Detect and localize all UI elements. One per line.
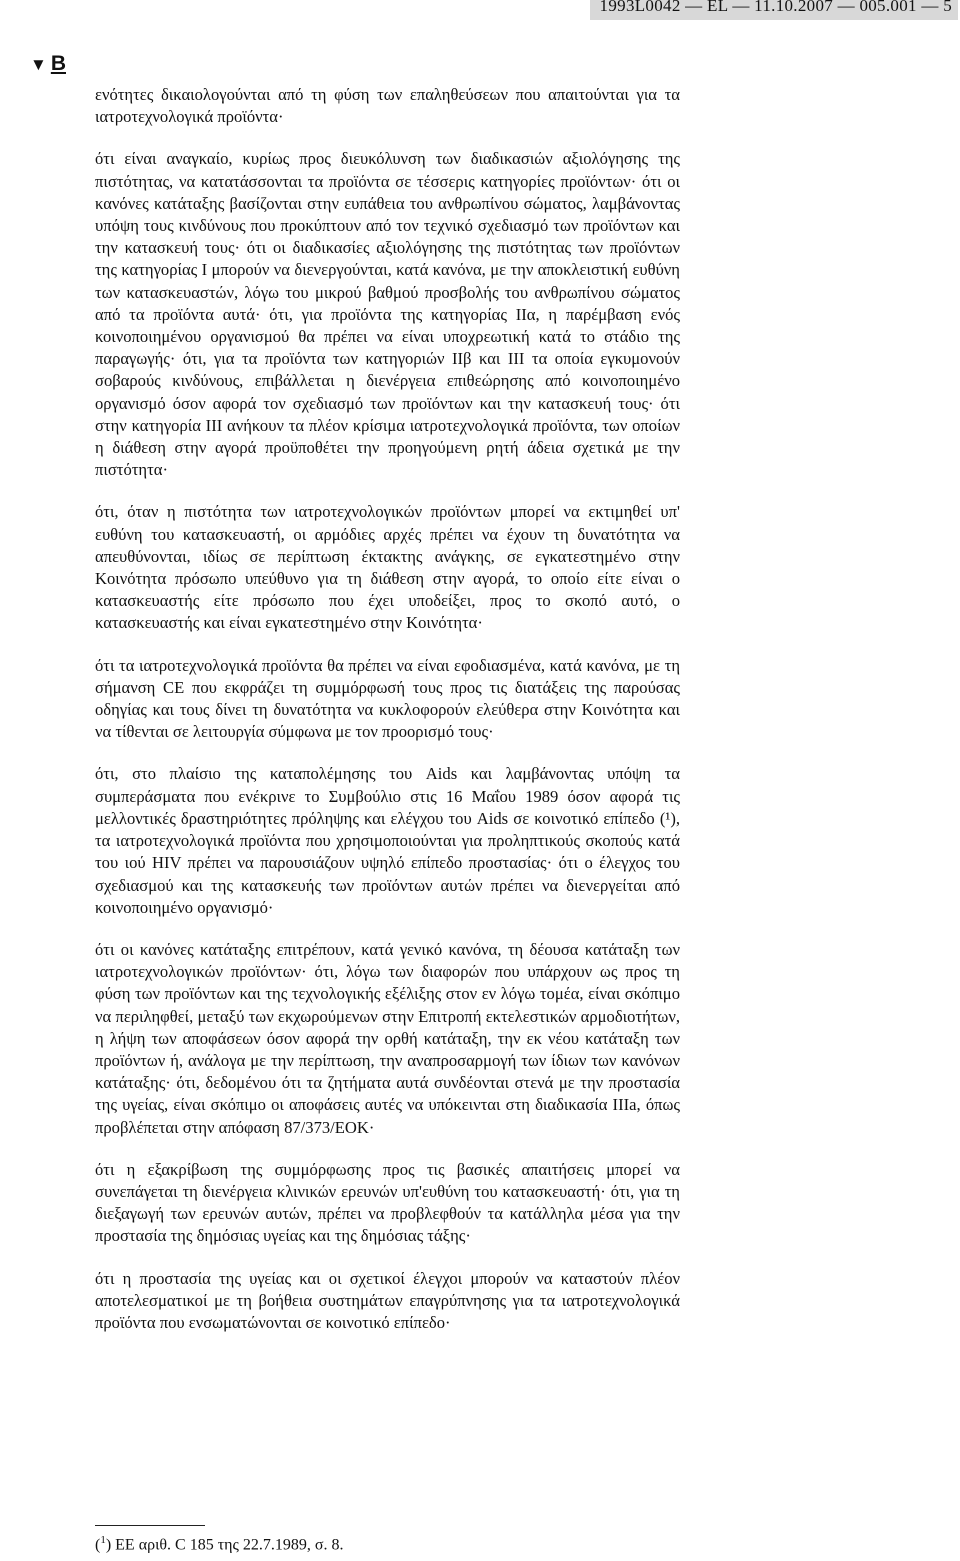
document-reference: 1993L0042 — EL — 11.10.2007 — 005.001 — 5 xyxy=(590,0,958,20)
footnote: ($^1$) ΕΕ αριθ. C 185 της 22.7.1989, σ. 8. xyxy=(95,1534,344,1554)
page-header xyxy=(0,0,960,24)
amendment-marker xyxy=(30,52,66,76)
recital-paragraph: ότι οι κανόνες κατάταξης επιτρέπουν, κατά γενικό κανόνα, τη δέουσα κατάταξη των ιατροτεχνολογικών προϊόντων· ότι, λόγω των διαφορών που υπάρχουν ως προς τη φύση των προϊόντων και της τεχνολογικής εξέλιξης στον εν λόγω τομέα, είναι σκόπιμο να περιληφθεί, μεταξύ των εκχωρούμενων στην Επιτροπή εκτελεστικών αρμοδιοτήτων, η λήψη των αποφάσεων όσον αφορά την ορθή κατάταξη, την εκ νέου κατάταξη των προϊόντων ή, ανάλογα με την περίπτωση, την αναπροσαρμογή των ίδιων των κανόνων κατάταξης· ότι, δεδομένου ότι τα ζητήματα αυτά συνδέονται στενά με την προστασία της υγείας, είναι σκόπιμο οι αποφάσεις αυτές να υπόκεινται στη διαδικασία IIIa, όπως προβλέπεται στην απόφαση 87/373/ΕΟΚ· xyxy=(95,939,680,1137)
recital-paragraph: ότι η εξακρίβωση της συμμόρφωσης προς τις βασικές απαιτήσεις μπορεί να συνεπάγεται τη διενέργεια κλινικών ερευνών υπ'ευθύνη του κατασκευαστή· ότι, για τη διεξαγωγή των ερευνών αυτών, πρέπει να προβλεφθούν τα κατάλληλα μέσα για την προστασία της δημόσιας υγείας και της δημόσιας τάξης· xyxy=(95,1159,680,1246)
recital-paragraph: ότι είναι αναγκαίο, κυρίως προς διευκόλυνση των διαδικασιών αξιολόγησης της πιστότητας, να κατατάσσονται τα προϊόντα σε τέσσερις κατηγορίες προϊόντων· ότι οι κανόνες κατάταξης βασίζονται στην ευπάθεια του ανθρωπίνου σώματος, λαμβάνοντας υπόψη τους κινδύνους που προκύπτουν από τον τεχνικό σχεδιασμό των προϊόντων και την κατασκευή τους· ότι οι διαδικασίες αξιολόγησης της πιστότητας των προϊόντων της κατηγορίας I μπορούν να διενεργούνται, κατά κανόνα, με την αποκλειστική ευθύνη των κατασκευαστών, λόγω του μικρού βαθμού προσβολής του ανθρωπίνου σώματος από τα προϊόντα αυτά· ότι, για προϊόντα της κατηγορίας IIα, η παρέμβαση ενός κοινοποιημένου οργανισμού θα πρέπει να είναι υποχρεωτική κατά το στάδιο της παραγωγής· ότι, για τα προϊόντα των κατηγοριών IIβ και III τα οποία εγκυμονούν σοβαρούς κινδύνους, επιβάλλεται η διενέργεια επιθεώρησης από κοινοποιημένο οργανισμό όσον αφορά τον σχεδιασμό των προϊόντων και την κατασκευή τους· ότι στην κατηγορία III ανήκουν τα πλέον κρίσιμα ιατροτεχνολογικά προϊόντα, των οποίων η διάθεση στην αγορά προϋποθέτει την προηγούμενη ρητή άδεια σχετικά με την πιστότητα· xyxy=(95,149,680,480)
footnote-mark: 1 xyxy=(100,1534,106,1546)
marker-letter: B xyxy=(50,52,66,75)
recital-paragraph: ότι τα ιατροτεχνολογικά προϊόντα θα πρέπει να είναι εφοδιασμένα, κατά κανόνα, με τη σήμανση CE που εκφράζει τη συμμόρφωσή τους προς τις διατάξεις της παρούσας οδηγίας και τους δίνει τη δυνατότητα να κυκλοφορούν ελεύθερα στην Κοινότητα και να τίθενται σε λειτουργία σύμφωνα με τον προορισμό τους· xyxy=(95,655,680,742)
footnote-text: ΕΕ αριθ. C 185 της 22.7.1989, σ. 8. xyxy=(115,1536,344,1554)
footnote-separator xyxy=(95,1525,205,1526)
recital-paragraph: ότι, όταν η πιστότητα των ιατροτεχνολογικών προϊόντων μπορεί να εκτιμηθεί υπ' ευθύνη του κατασκευαστή, οι αρμόδιες αρχές πρέπει να έχουν τη δυνατότητα να απευθύνονται, ιδίως σε περίπτωση έκτακτης ανάγκης, σε εγκατεστημένο στην Κοινότητα πρόσωπο υπεύθυνο για τη διάθεση στην αγορά, το οποίο είτε είναι ο κατασκευαστής είτε πρόσωπο που έχει υποδείξει, προς το σκοπό αυτό, ο κατασκευαστής και είναι εγκατεστημένο στην Κοινότητα· xyxy=(95,502,680,633)
triangle-marker-icon: ▼ xyxy=(30,55,47,74)
recital-paragraph: ότι, στο πλαίσιο της καταπολέμησης του Aids και λαμβάνοντας υπόψη τα συμπεράσματα που ενέκρινε το Συμβούλιο στις 16 Μαΐου 1989 όσον αφορά τις μελλοντικές δραστηριότητες πρόληψης και ελέγχου του Aids σε κοινοτικό επίπεδο (¹), τα ιατροτεχνολογικά προϊόντα που χρησιμοποιούνται για προληπτικούς σκοπούς κατά του ιού HIV πρέπει να παρουσιάζουν υψηλό επίπεδο προστασίας· ότι ο έλεγχος του σχεδιασμού και της κατασκευής των προϊόντων αυτών πρέπει να διενεργείται από κοινοποιημένο οργανισμό· xyxy=(95,764,680,917)
recital-paragraph: ενότητες δικαιολογούνται από τη φύση των επαληθεύσεων που απαιτούνται για τα ιατροτεχνολογικά προϊόντα· xyxy=(95,85,680,127)
recital-paragraph: ότι η προστασία της υγείας και οι σχετικοί έλεγχοι μπορούν να καταστούν πλέον αποτελεσματικοί με τη βοήθεια συστημάτων επαγρύπνησης για τα ιατροτεχνολογικά προϊόντα που ενσωματώνονται σε κοινοτικό επίπεδο· xyxy=(95,1268,680,1332)
document-body xyxy=(95,84,680,1334)
